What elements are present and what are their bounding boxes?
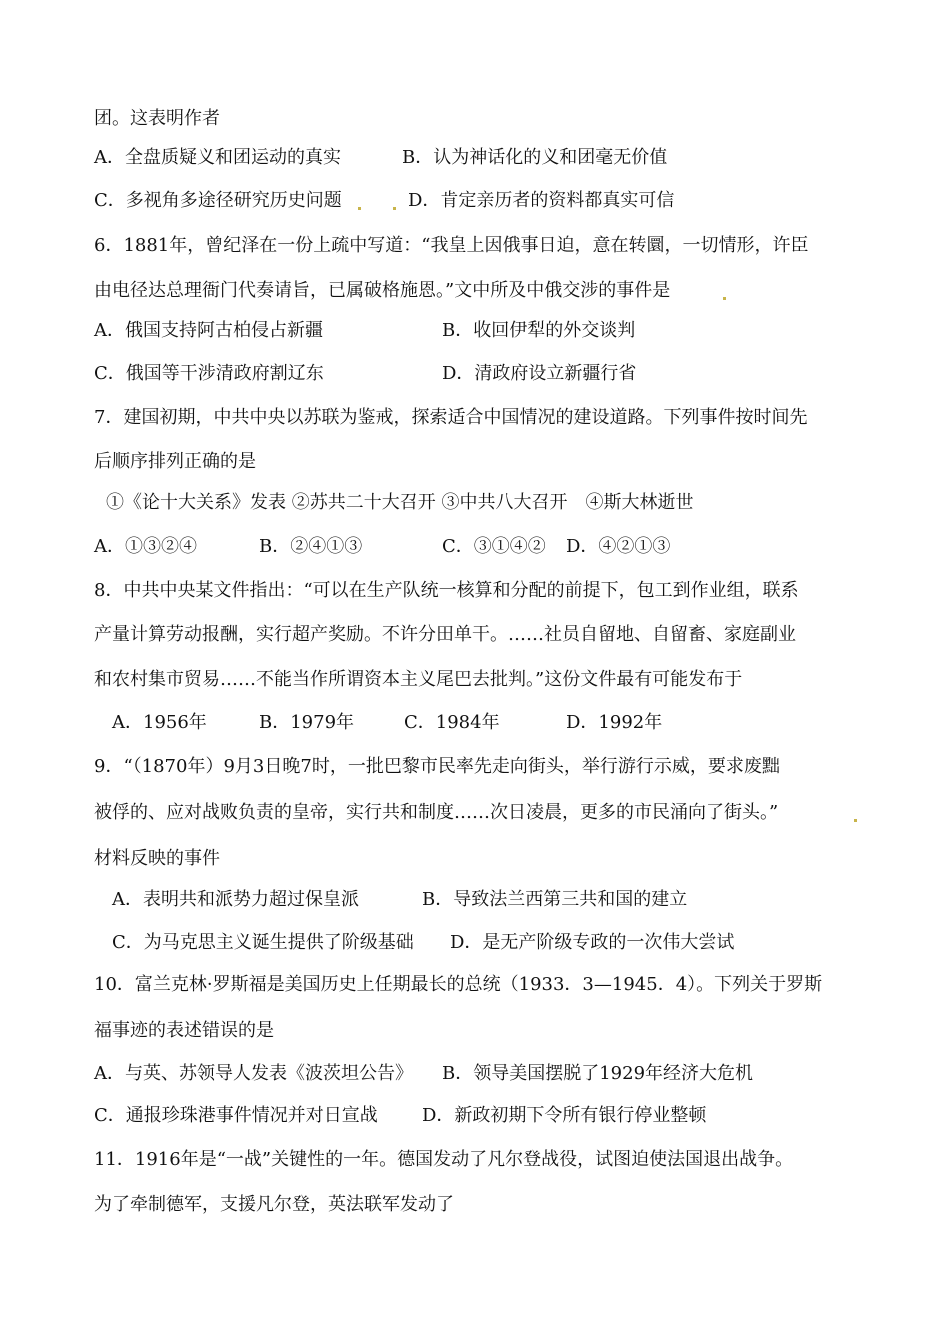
question-8-line-2: 产量计算劳动报酬，实行超产奖励。不许分田单干。……社员自留地、自留畜、家庭副业 (94, 624, 796, 645)
question-10-line-2: 福事迹的表述错误的是 (94, 1020, 274, 1041)
option-d: D．④②①③ (566, 536, 671, 557)
option-b: B．领导美国摆脱了1929年经济大危机 (442, 1063, 754, 1084)
question-11-line-2: 为了牵制德军，支援凡尔登，英法联军发动了 (94, 1194, 454, 1215)
option-b: B．②④①③ (259, 536, 363, 557)
option-a: A．全盘质疑义和团运动的真实 (94, 147, 341, 168)
question-9-line-1: 9．“（1870年）9月3日晚7时，一批巴黎市民率先走向街头，举行游行示威，要求废黜 (94, 756, 780, 777)
question-7-line-2: 后顺序排列正确的是 (94, 451, 256, 472)
mark-dot (723, 297, 726, 300)
question-11-line-1: 11．1916年是“一战”关键性的一年。德国发动了凡尔登战役，试图迫使法国退出战争。 (94, 1149, 794, 1170)
option-a: A．俄国支持阿古柏侵占新疆 (94, 320, 323, 341)
option-a: A．①③②④ (94, 536, 197, 557)
option-c: C．1984年 (404, 712, 500, 733)
question-6-line-2: 由电径达总理衙门代奏请旨，已属破格施恩。”文中所及中俄交涉的事件是 (94, 280, 671, 301)
option-a: A．表明共和派势力超过保皇派 (112, 889, 359, 910)
option-b: B．认为神话化的义和团毫无价值 (402, 147, 668, 168)
option-d: D．新政初期下令所有银行停业整顿 (422, 1105, 707, 1126)
option-a: A．与英、苏领导人发表《波茨坦公告》 (94, 1063, 413, 1084)
mark-dot (358, 207, 361, 210)
option-d: D．是无产阶级专政的一次伟大尝试 (450, 932, 735, 953)
option-c: C．俄国等干涉清政府割辽东 (94, 363, 324, 384)
mark-dot (393, 207, 396, 210)
question-9-line-3: 材料反映的事件 (94, 848, 220, 869)
question-8-line-3: 和农村集市贸易……不能当作所谓资本主义尾巴去批判。”这份文件最有可能发布于 (94, 669, 743, 690)
option-b: B．导致法兰西第三共和国的建立 (422, 889, 688, 910)
mark-dot (854, 819, 857, 822)
option-b: B．收回伊犁的外交谈判 (442, 320, 636, 341)
question-9-line-2: 被俘的、应对战败负责的皇帝，实行共和制度……次日凌晨，更多的市民涌向了街头。” (94, 802, 779, 823)
option-b: B．1979年 (259, 712, 355, 733)
text-line: 团。这表明作者 (94, 108, 220, 129)
option-d: D．1992年 (566, 712, 663, 733)
option-c: C．多视角多途径研究历史问题 (94, 190, 342, 211)
option-c: C．通报珍珠港事件情况并对日宣战 (94, 1105, 378, 1126)
option-d: D．肯定亲历者的资料都真实可信 (408, 190, 675, 211)
question-10-line-1: 10．富兰克林·罗斯福是美国历史上任期最长的总统（1933．3—1945．4）。下列关于罗斯 (94, 974, 823, 995)
option-a: A．1956年 (112, 712, 207, 733)
question-7-line-1: 7．建国初期，中共中央以苏联为鉴戒，探索适合中国情况的建设道路。下列事件按时间先 (94, 407, 808, 428)
question-7-items: ①《论十大关系》发表 ②苏共二十大召开 ③中共八大召开 ④斯大林逝世 (106, 492, 694, 513)
question-8-line-1: 8．中共中央某文件指出：“可以在生产队统一核算和分配的前提下，包工到作业组，联系 (94, 580, 799, 601)
option-d: D．清政府设立新疆行省 (442, 363, 637, 384)
option-c: C．③①④② (442, 536, 546, 557)
question-6-line-1: 6．1881年，曾纪泽在一份上疏中写道：“我皇上因俄事日迫，意在转圜，一切情形，许臣 (94, 235, 809, 256)
option-c: C．为马克思主义诞生提供了阶级基础 (112, 932, 414, 953)
